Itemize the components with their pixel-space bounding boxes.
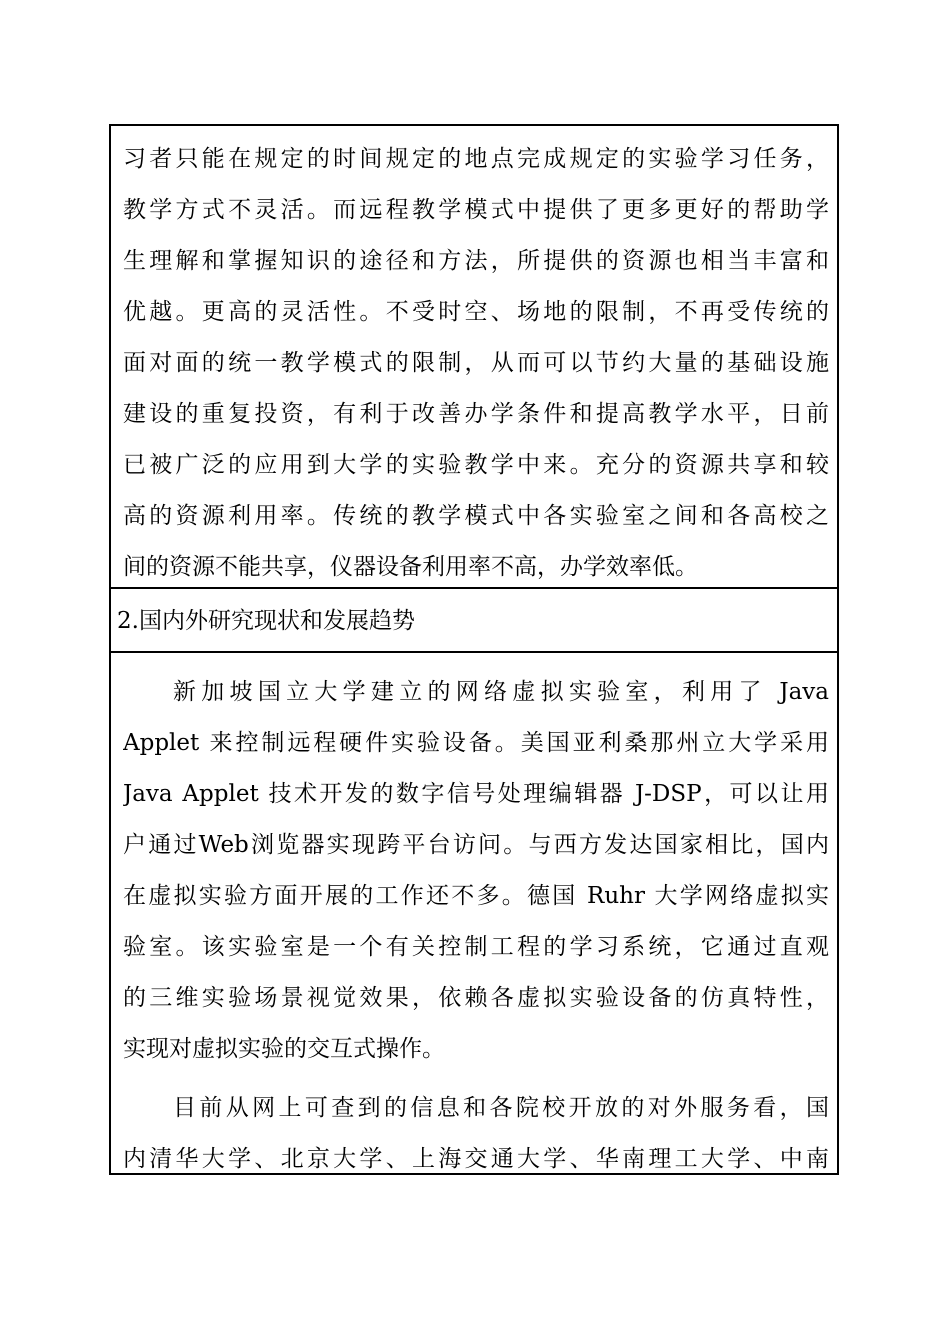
text-line: Applet 来控制远程硬件实验设备。美国亚利桑那州立大学采用 [123, 730, 829, 756]
text-line: 在虚拟实验方面开展的工作还不多。德国 Ruhr 大学网络虚拟实 [123, 883, 829, 909]
paragraph [123, 667, 829, 1075]
text-line: 已被广泛的应用到大学的实验教学中来。充分的资源共享和较 [123, 452, 829, 478]
text-line: 间的资源不能共享，仪器设备利用率不高，办学效率低。 [123, 554, 698, 580]
text-line: 面对面的统一教学模式的限制，从而可以节约大量的基础设施 [123, 350, 829, 376]
table-row [111, 653, 837, 1173]
text-line: 户通过Web浏览器实现跨平台访问。与西方发达国家相比，国内 [123, 832, 829, 858]
paragraph [123, 134, 829, 593]
text-line: 优越。更高的灵活性。不受时空、场地的限制，不再受传统的 [123, 299, 829, 325]
section-heading: 2.国内外研究现状和发展趋势 [117, 608, 415, 634]
table-row [111, 589, 837, 653]
text-line: 生理解和掌握知识的途径和方法，所提供的资源也相当丰富和 [123, 248, 829, 274]
text-line: 习者只能在规定的时间规定的地点完成规定的实验学习任务， [123, 146, 829, 172]
paragraph [123, 1083, 829, 1185]
text-line: 高的资源利用率。传统的教学模式中各实验室之间和各高校之 [123, 503, 829, 529]
text-line: 验室。该实验室是一个有关控制工程的学习系统，它通过直观 [123, 934, 829, 960]
text-line: 新加坡国立大学建立的网络虚拟实验室，利用了 Java [173, 679, 829, 705]
text-line: Java Applet 技术开发的数字信号处理编辑器 J-DSP，可以让用 [123, 781, 829, 807]
text-line: 建设的重复投资，有利于改善办学条件和提高教学水平，日前 [123, 401, 829, 427]
table-row [111, 126, 837, 589]
text-line: 的三维实验场景视觉效果，依赖各虚拟实验设备的仿真特性， [123, 985, 829, 1011]
text-line: 教学方式不灵活。而远程教学模式中提供了更多更好的帮助学 [123, 197, 829, 223]
text-line: 内清华大学、北京大学、上海交通大学、华南理工大学、中南 [123, 1146, 829, 1172]
text-line: 目前从网上可查到的信息和各院校开放的对外服务看，国 [173, 1095, 829, 1121]
text-line: 实现对虚拟实验的交互式操作。 [123, 1036, 445, 1062]
form-table [109, 124, 839, 1175]
